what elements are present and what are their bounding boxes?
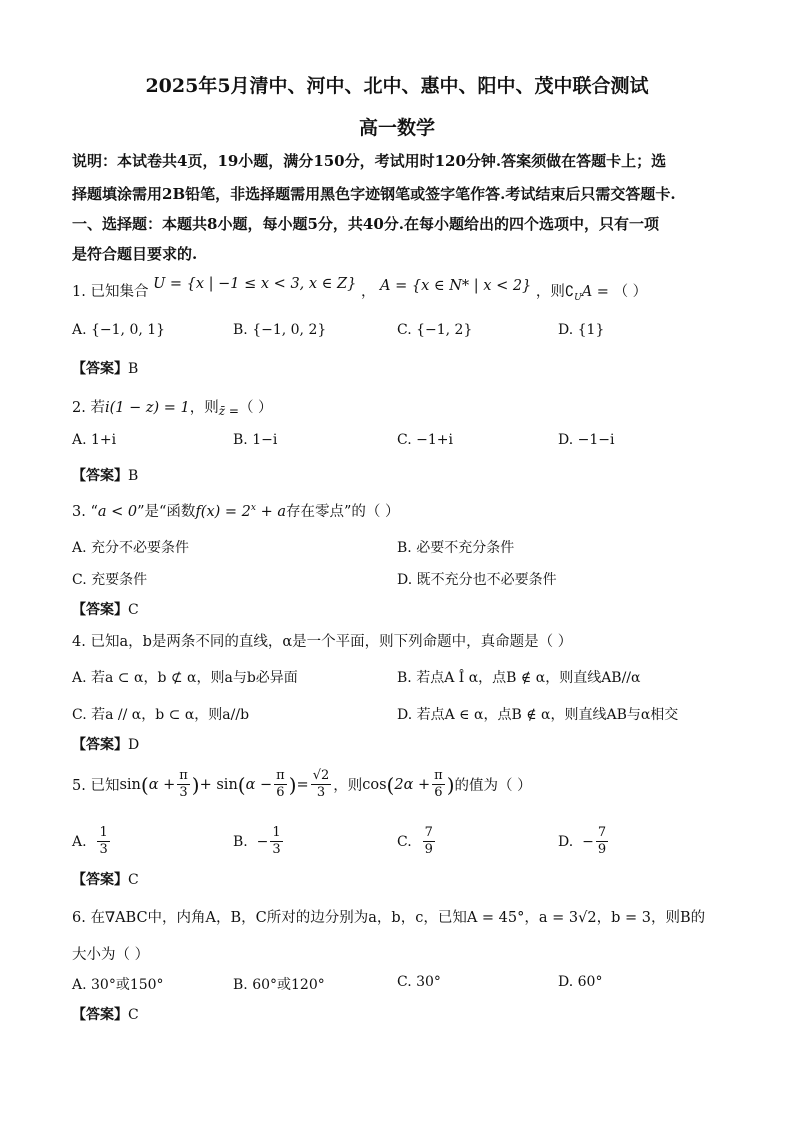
answer-label: 【答案】 (72, 361, 128, 377)
q3-plus-a: + a (255, 504, 286, 520)
q4-option-c: C. 若a // α，b ⊂ α，则a//b (72, 707, 250, 723)
question-2-stem (72, 396, 273, 417)
frac-num: √2 (312, 768, 330, 783)
question-6-stem-line-2: 大小为（ ） (72, 947, 150, 963)
answer-label: 【答案】 (72, 737, 128, 753)
option-frac (270, 825, 282, 858)
exam-title: 2025年5月清中、河中、北中、惠中、阳中、茂中联合测试 (145, 75, 649, 97)
option-sign: − (256, 833, 269, 850)
frac-num: 7 (597, 825, 607, 840)
q1-option-d: D. {1} (558, 322, 605, 338)
q6-option-b: B. 60°或120° (233, 977, 325, 993)
q1-complement-a: A = (581, 284, 609, 300)
section-heading-line-1: 一、选择题：本题共8小题，每小题5分，共40分.在每小题给出的四个选项中，只有一项 (72, 215, 659, 233)
q2-answer-value: B (128, 468, 139, 484)
q2-equation: i(1 − z) = 1 (104, 400, 190, 416)
q4-option-d: D. 若点A ∈ α，点B ∉ α，则直线AB与α相交 (397, 707, 679, 723)
instructions-line-2: 择题填涂需用2B铅笔，非选择题需用黑色字迹钢笔或签字笔作答.考试结束后只需交答题卡. (72, 185, 676, 203)
q5-number-text: 5. 已知 (72, 778, 120, 794)
q4-answer-value: D (128, 737, 140, 753)
q5-arg-2: α − (245, 776, 273, 793)
question-3-stem (72, 500, 400, 521)
frac-num: 1 (99, 825, 108, 840)
frac-den: 3 (99, 842, 108, 857)
q3-option-b: B. 必要不充分条件 (397, 540, 515, 556)
frac-den: 9 (424, 842, 433, 857)
q3-answer-value: C (128, 602, 139, 618)
frac-num: 1 (272, 825, 281, 840)
q1-option-a: A. {−1, 0, 1} (72, 322, 166, 338)
q5-cos: cos (362, 776, 387, 793)
q5-paren-close-2: ) (288, 772, 297, 797)
instructions-line-1: 说明：本试卷共4页，19小题，满分150分，考试用时120分钟.答案须做在答题卡上；选 (72, 152, 667, 170)
q2-option-d: D. −1−i (558, 432, 615, 448)
answer-label: 【答案】 (72, 1007, 128, 1023)
q5-arg-3: 2α + (394, 776, 431, 793)
q5-frac-pi-6-b (432, 768, 445, 801)
q2-number-text: 2. 若 (72, 400, 105, 416)
q4-answer (72, 734, 139, 754)
q5-plus-sin: + sin (199, 776, 238, 793)
q2-option-c: C. −1+i (397, 432, 453, 448)
frac-num: π (276, 768, 285, 783)
q2-then: ，则 (189, 400, 219, 416)
option-frac (596, 825, 608, 858)
frac-den: 3 (316, 785, 326, 800)
q1-bracket: （ ） (613, 284, 648, 300)
q5-paren-open-1: ( (140, 772, 149, 797)
q1-complement-sub: U (574, 292, 582, 303)
q3-option-a: A. 充分不必要条件 (72, 540, 190, 556)
q5-option-b (233, 825, 285, 858)
q1-set-u: U = {x | −1 ≤ x < 3, x ∈ Z} (153, 276, 357, 292)
q5-arg-1: α + (148, 776, 176, 793)
option-frac (97, 825, 109, 858)
q3-function: f(x) = 2 (195, 504, 251, 520)
frac-num: 7 (424, 825, 433, 840)
frac-den: 6 (276, 785, 285, 800)
option-letter: B. (233, 833, 248, 850)
q5-frac-sqrt2-3 (311, 768, 332, 801)
q5-answer (72, 869, 139, 889)
q5-paren-open-2: ( (237, 772, 246, 797)
q3-tail: 存在零点”的（ ） (285, 504, 400, 520)
option-frac (423, 825, 435, 858)
q5-then: ，则 (333, 778, 363, 794)
q1-number-text: 1. 已知集合 (72, 284, 149, 300)
q2-zbar: z̄ = (218, 404, 239, 418)
q3-answer (72, 599, 139, 619)
frac-num: π (179, 768, 188, 783)
frac-den: 3 (272, 842, 281, 857)
q5-paren-close-1: ) (191, 772, 200, 797)
section-heading-line-2: 是符合题目要求的. (72, 245, 198, 263)
q5-bracket: 的值为（ ） (454, 778, 532, 794)
q4-option-b: B. 若点A Î α，点B ∉ α，则直线AB//α (397, 670, 641, 686)
question-5-stem (72, 768, 532, 801)
q5-paren-open-3: ( (386, 772, 395, 797)
q5-frac-pi-6 (274, 768, 287, 801)
q3-condition: a < 0 (97, 504, 138, 520)
q6-option-a: A. 30°或150° (72, 977, 164, 993)
q2-answer (72, 465, 138, 485)
q4-option-a: A. 若a ⊂ α，b ⊄ α，则a与b必异面 (72, 670, 298, 686)
subject-title: 高一数学 (358, 117, 435, 139)
question-4-stem: 4. 已知a，b是两条不同的直线，α是一个平面，则下列命题中，真命题是（ ） (72, 634, 573, 650)
q1-option-b: B. {−1, 0, 2} (233, 322, 327, 338)
q3-exponent: x (250, 503, 256, 514)
q5-option-a (72, 825, 112, 858)
q6-option-d: D. 60° (558, 974, 603, 990)
q5-option-d (558, 825, 610, 858)
q2-option-a: A. 1+i (72, 432, 117, 448)
question-1-stem (72, 276, 648, 303)
q3-number-text: 3. “ (72, 504, 98, 520)
answer-label: 【答案】 (72, 468, 128, 484)
q1-complement-text: ，则∁ (535, 284, 575, 300)
q5-sin-1: sin (119, 776, 141, 793)
q6-answer-value: C (128, 1007, 139, 1023)
frac-num: π (434, 768, 443, 783)
q1-option-c: C. {−1, 2} (397, 322, 473, 338)
q3-option-d: D. 既不充分也不必要条件 (397, 572, 557, 588)
q1-sep: ， (360, 284, 376, 300)
q1-set-a: A = {x ∈ N* | x < 2} (380, 278, 532, 294)
q5-option-c (397, 825, 437, 858)
q5-frac-pi-3 (177, 768, 190, 801)
q5-answer-value: C (128, 872, 139, 888)
q5-paren-close-3: ) (446, 772, 455, 797)
q1-answer (72, 358, 138, 378)
q1-answer-value: B (128, 361, 139, 377)
frac-den: 9 (597, 842, 607, 857)
option-letter: C. (397, 833, 412, 850)
answer-label: 【答案】 (72, 872, 128, 888)
question-6-stem-line-1: 6. 在∇ABC中，内角A，B，C所对的边分别为a，b，c，已知A = 45°，a = 3√2，b = 3，则B的 (72, 910, 706, 926)
frac-den: 6 (434, 785, 443, 800)
q5-equals: = (296, 776, 309, 793)
q3-mid-text: ”是“函数 (137, 504, 196, 520)
q6-answer (72, 1004, 139, 1024)
q2-option-b: B. 1−i (233, 432, 278, 448)
option-letter: A. (72, 833, 87, 850)
option-letter: D. (558, 833, 574, 850)
q2-bracket: （ ） (238, 400, 273, 416)
option-sign: − (582, 833, 594, 850)
frac-den: 3 (179, 785, 188, 800)
q3-option-c: C. 充要条件 (72, 572, 148, 588)
answer-label: 【答案】 (72, 602, 128, 618)
q6-option-c: C. 30° (397, 974, 441, 990)
